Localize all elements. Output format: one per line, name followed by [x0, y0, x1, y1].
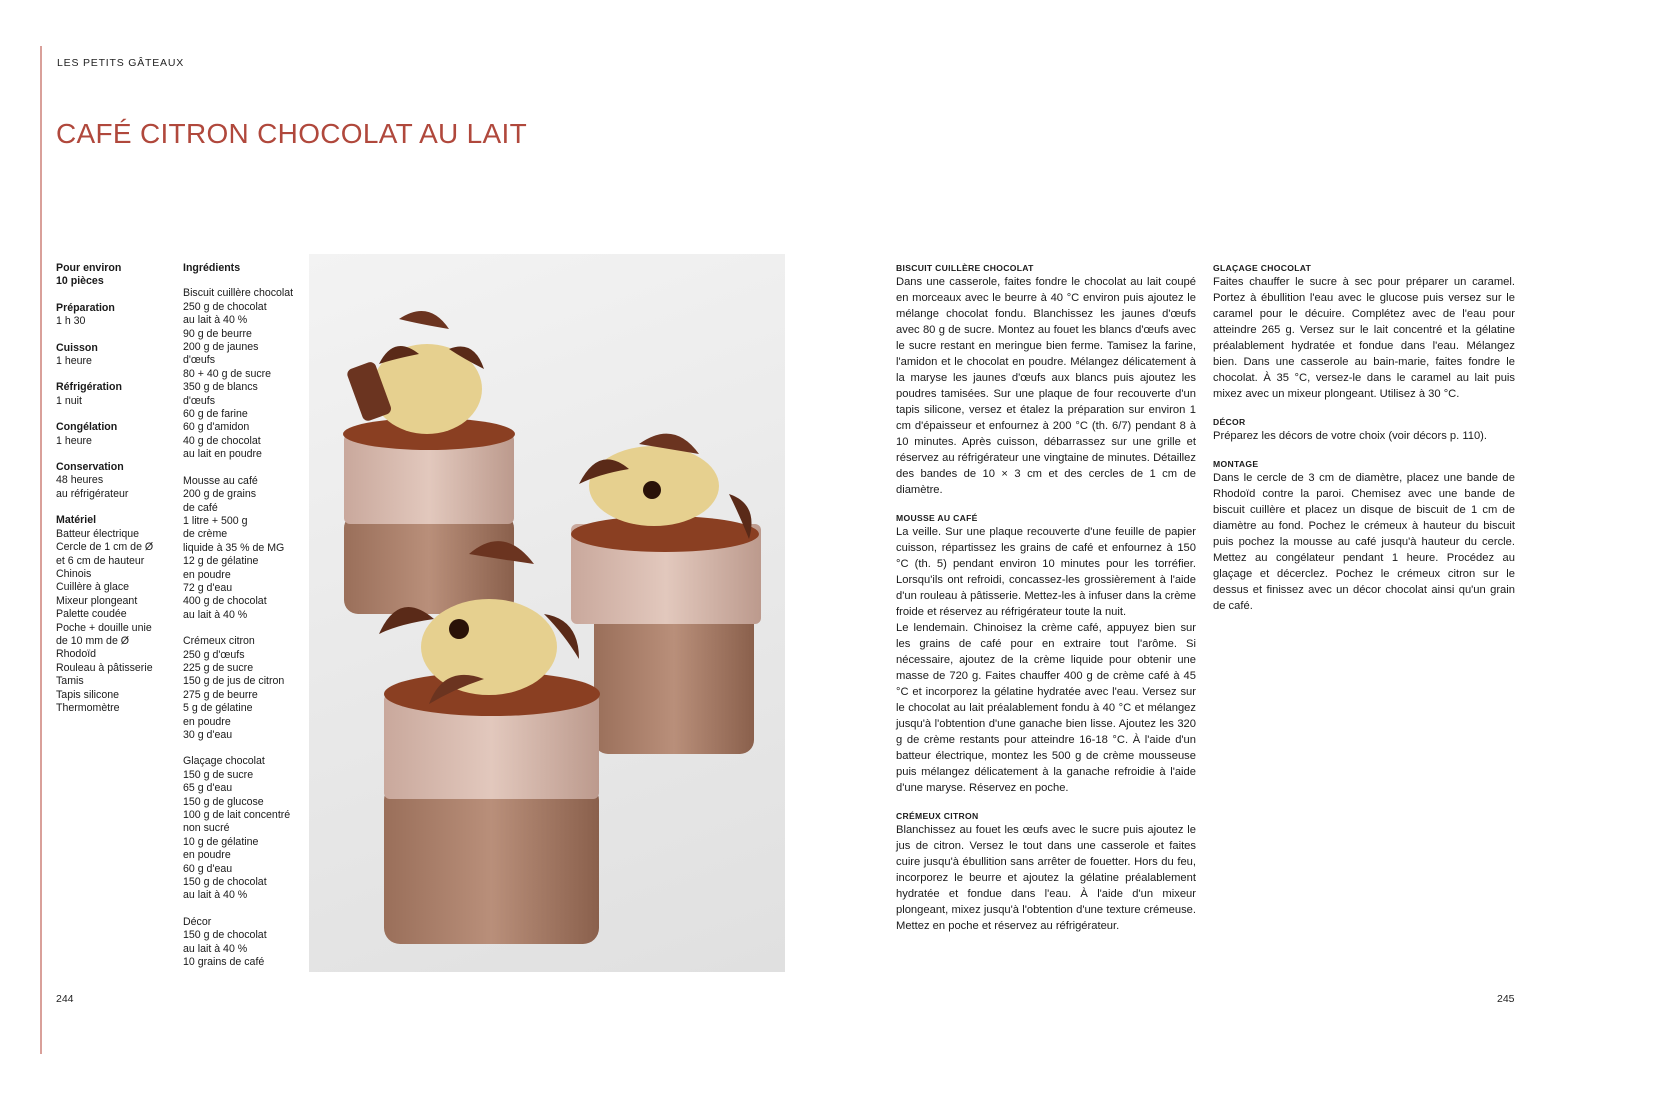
page-number-right: 245 — [1497, 993, 1515, 1005]
meta-item-refrigeration — [56, 381, 166, 408]
meta-label: Congélation — [56, 421, 118, 434]
ingredient-line: 275 g de beurre — [183, 688, 258, 701]
step-heading: BISCUIT CUILLÈRE CHOCOLAT — [896, 263, 1034, 273]
ingredient-line: 1 litre + 500 g — [183, 514, 248, 527]
meta-label: Pour environ 10 pièces — [56, 262, 122, 288]
ingredient-group-name: Biscuit cuillère chocolat — [183, 287, 294, 300]
ingredient-line: d'œufs — [183, 354, 216, 367]
step-text: Dans une casserole, faites fondre le chocolat au lait coupé en morceaux avec le beurre à 40 °C environ puis ajoutez le mélange chocolat fondu. Blanchissez les jaunes d'œufs avec 80 g de sucre. Montez au fouet les blancs d'œufs avec le sucre restant en meringue bien ferme. Tamisez la farine, l'amidon et le chocolat en poudre. Mélangez délicatement à la maryse les jaunes d'œufs aux blancs puis ajoutez les poudres tamisées. Sur une plaque de four recouverte d'un tapis silicone, versez et étalez la préparation sur environ 1 cm d'épaisseur et enfournez à 200 °C (th. 6/7) pendant 8 à 10 minutes. Après cuisson, débarrassez sur une grille et réservez au réfrigérateur une vingtaine de minutes. Détaillez des bandes de 10 × 3 cm et des cercles de 1 cm de diamètre. — [896, 276, 1196, 496]
step-mousse — [896, 512, 1196, 796]
meta-value: 48 heures au réfrigérateur — [56, 474, 129, 500]
meta-item-congelation — [56, 421, 166, 448]
ingredient-line: 150 g de sucre — [183, 768, 254, 781]
ingredient-line: 150 g de glucose — [183, 795, 264, 808]
meta-label: Préparation — [56, 301, 115, 314]
ingredient-line: 5 g de gélatine — [183, 702, 253, 715]
meta-value: 1 heure — [56, 355, 92, 368]
ingredient-line: 65 g d'eau — [183, 782, 233, 795]
meta-item-yield — [56, 262, 166, 289]
ingredient-line: de crème — [183, 528, 228, 541]
steps-column-1 — [896, 262, 1196, 948]
meta-label: Cuisson — [56, 341, 98, 354]
step-text: Dans le cercle de 3 cm de diamètre, placez une bande de Rhodoïd contre la paroi. Chemisez avec une bande de biscuit cuillère et placez un disque de biscuit de 1 cm de diamètre au fond. Pochez le crémeux à hauteur du biscuit puis pochez la mousse au café jusqu'à hauteur du cercle. Mettez au congélateur pendant 1 heure. Procédez au glaçage et décerclez. Pochez le crémeux citron sur le dessus et finissez avec un décor chocolat ainsi qu'un grain de café. — [1213, 472, 1515, 612]
ingredient-line: 72 g d'eau — [183, 581, 233, 594]
ingredient-line: 150 g de jus de citron — [183, 675, 285, 688]
ingredient-line: 200 g de jaunes — [183, 341, 259, 354]
step-heading: MOUSSE AU CAFÉ — [896, 513, 978, 523]
ingredients-heading: Ingrédients — [183, 262, 241, 274]
ingredient-group — [183, 475, 303, 622]
ingredient-line: en poudre — [183, 849, 231, 862]
ingredient-line: en poudre — [183, 715, 231, 728]
ingredient-line: au lait à 40 % — [183, 314, 248, 327]
ingredient-line: 40 g de chocolat — [183, 434, 261, 447]
ingredient-line: 60 g d'amidon — [183, 421, 250, 434]
ingredient-line: 12 g de gélatine — [183, 555, 259, 568]
dessert-photo — [309, 254, 785, 972]
ingredient-line: 150 g de chocolat — [183, 929, 267, 942]
margin-rule — [40, 46, 42, 1054]
step-biscuit — [896, 262, 1196, 498]
ingredient-group-name: Glaçage chocolat — [183, 755, 265, 768]
step-heading: DÉCOR — [1213, 417, 1246, 427]
ingredient-line: au lait à 40 % — [183, 889, 248, 902]
step-cremeux — [896, 810, 1196, 934]
ingredient-line: 250 g de chocolat — [183, 300, 267, 313]
meta-item-cuisson — [56, 342, 166, 369]
ingredient-line: 30 g d'eau — [183, 729, 233, 741]
ingredients-list — [183, 262, 303, 983]
ingredient-line: 100 g de lait concentré — [183, 809, 291, 822]
section-label: LES PETITS GÂTEAUX — [57, 57, 185, 69]
ingredient-line: en poudre — [183, 568, 231, 581]
ingredient-line: au lait à 40 % — [183, 942, 248, 955]
ingredient-line: 80 + 40 g de sucre — [183, 367, 272, 380]
meta-label: Conservation — [56, 461, 124, 474]
step-glacage — [1213, 262, 1515, 402]
step-text: Préparez les décors de votre choix (voir décors p. 110). — [1213, 430, 1488, 442]
ingredient-line: 350 g de blancs — [183, 381, 258, 394]
ingredient-line: au lait à 40 % — [183, 608, 248, 621]
ingredient-line: 10 g de gélatine — [183, 835, 259, 848]
meta-value: 1 nuit — [56, 394, 82, 407]
steps-column-2 — [1213, 262, 1515, 628]
dessert-illustration — [309, 254, 785, 972]
ingredient-line: 10 grains de café — [183, 956, 265, 969]
meta-item-materiel — [56, 514, 166, 715]
step-montage — [1213, 458, 1515, 614]
ingredient-groups — [183, 287, 303, 969]
ingredient-group — [183, 916, 303, 970]
dessert-back-left — [343, 311, 515, 614]
page-title: CAFÉ CITRON CHOCOLAT AU LAIT — [56, 118, 527, 149]
step-text: Faites chauffer le sucre à sec pour préparer un caramel. Portez à ébullition l'eau avec le glucose puis versez sur le caramel pour le décuire. Complétez avec de l'eau pour atteindre 265 g. Versez sur le lait concentré et la gélatine préalablement hydratée et fondue dans l'eau. Mélangez bien. Dans une casserole au bain-marie, faites fondre le chocolat. À 35 °C, versez-le dans le caramel au lait puis mixez avec un mixeur plongeant. Utilisez à 30 °C. — [1213, 276, 1515, 400]
ingredient-line: 400 g de chocolat — [183, 595, 267, 608]
ingredient-line: 250 g d'œufs — [183, 648, 245, 661]
ingredient-group-name: Mousse au café — [183, 474, 258, 487]
meta-value: Batteur électrique Cercle de 1 cm de Ø et 6 cm de hauteur Chinois Cuillère à glace Mixeur plongeant Palette coudée Poche + douille unie de 10 mm de Ø Rhodoïd Rouleau à pâtisserie Tamis Tapis silicone Thermomètre — [56, 527, 154, 714]
recipe-meta — [56, 262, 166, 728]
ingredient-line: d'œufs — [183, 394, 216, 407]
ingredient-line: 225 g de sucre — [183, 661, 254, 674]
step-text: Blanchissez au fouet les œufs avec le sucre puis ajoutez le jus de citron. Versez le tout dans une casserole et faites cuire jusqu'à ébullition sans arrêter de fouetter. Hors du feu, incorporez le beurre et ajoutez la gélatine préalablement hydratée et fondue dans l'eau. À l'aide d'un mixeur plongeant, mixez jusqu'à l'obtention d'une texture crémeuse. Mettez en poche et réservez au réfrigérateur. — [896, 824, 1196, 932]
ingredient-line: 90 g de beurre — [183, 327, 252, 340]
step-heading: MONTAGE — [1213, 459, 1259, 469]
meta-value: 1 heure — [56, 434, 92, 447]
ingredient-line: non sucré — [183, 822, 230, 835]
page-number-left: 244 — [56, 993, 74, 1005]
ingredient-line: 60 g d'eau — [183, 862, 233, 875]
ingredient-line: de café — [183, 501, 218, 514]
ingredient-group — [183, 635, 303, 742]
ingredient-group-name: Décor — [183, 915, 212, 928]
meta-item-preparation — [56, 302, 166, 329]
dessert-back-right — [571, 434, 761, 754]
step-decor — [1213, 416, 1515, 444]
step-heading: CRÉMEUX CITRON — [896, 811, 979, 821]
ingredient-group — [183, 287, 303, 461]
step-text: La veille. Sur une plaque recouverte d'une feuille de papier cuisson, répartissez les grains de café et enfournez à 150 °C (th. 5) pendant environ 10 minutes pour les torréfier. Lorsqu'ils ont refroidi, concassez-les grossièrement à l'aide d'un rouleau à pâtisserie. Mettez-les à infuser dans la crème froide et réservez au réfrigérateur toute la nuit. Le lendemain. Chinoisez la crème café, appuyez bien sur les grains de café pour en extraire tout l'arôme. Si nécessaire, ajoutez de la crème liquide pour obtenir une masse de 720 g. Faites chauffer 400 g de crème café à 45 °C et incorporez la gélatine hydratée avec l'eau. Versez sur le chocolat au lait préalablement fondu à 40 °C et mélangez jusqu'à l'obtention d'une ganache bien lisse. Ajoutez les 320 g de crème restants pour atteindre 16-18 °C. À l'aide d'un batteur électrique, montez les 500 g de crème mousseuse puis mélangez délicatement à la ganache refroidie à l'aide d'une maryse. Réservez en poche. — [896, 526, 1196, 794]
meta-label: Réfrigération — [56, 381, 122, 394]
meta-label: Matériel — [56, 514, 97, 527]
step-heading: GLAÇAGE CHOCOLAT — [1213, 263, 1312, 273]
ingredient-group — [183, 755, 303, 902]
ingredient-group-name: Crémeux citron — [183, 635, 255, 648]
meta-value: 1 h 30 — [56, 315, 86, 328]
ingredient-line: 60 g de farine — [183, 408, 248, 421]
meta-item-conservation — [56, 461, 166, 501]
ingredient-line: liquide à 35 % de MG — [183, 541, 285, 554]
ingredient-line: 200 g de grains — [183, 488, 257, 501]
ingredient-line: 150 g de chocolat — [183, 876, 267, 889]
ingredient-line: au lait en poudre — [183, 448, 262, 461]
